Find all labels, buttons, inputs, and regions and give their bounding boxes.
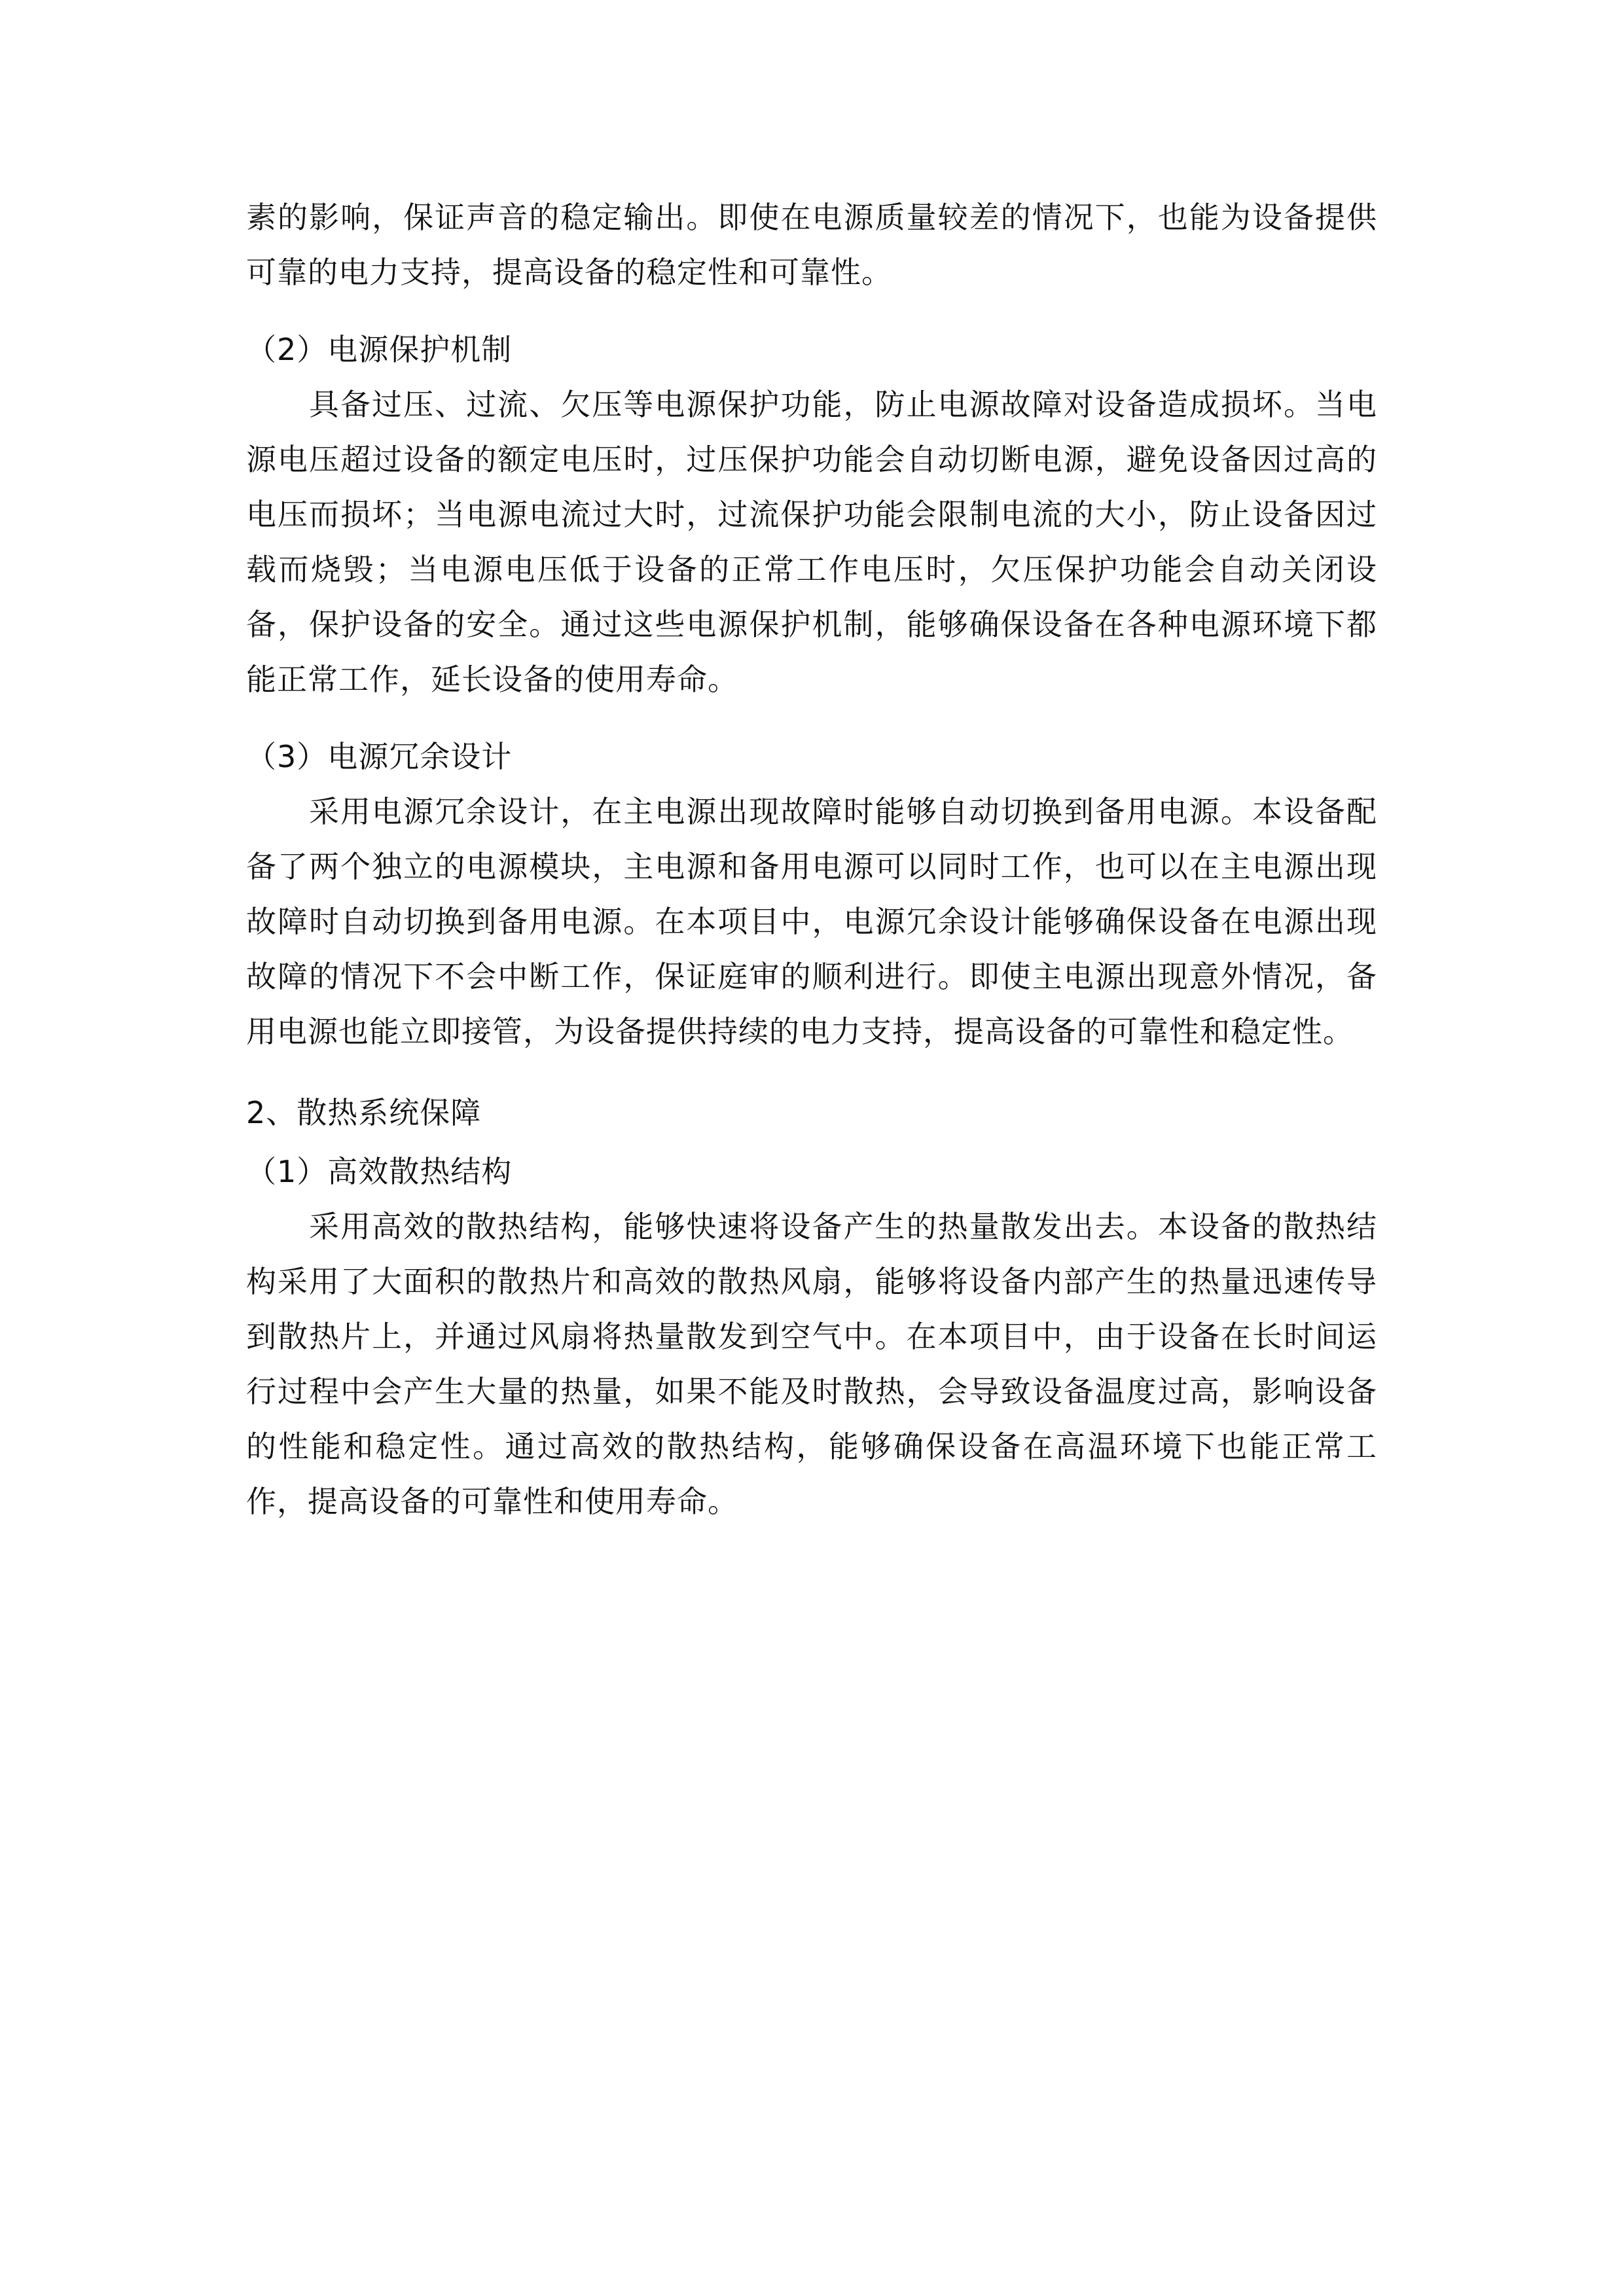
spacer [246, 1059, 1377, 1085]
section-title-heat-dissipation: 2、散热系统保障 [246, 1095, 482, 1130]
subsection-heading-power-redundancy: （3）电源冗余设计 [246, 739, 513, 774]
paragraph-power-redundancy: 采用电源冗余设计，在主电源出现故障时能够自动切换到备用电源。本设备配备了两个独立的电源模块，主电源和备用电源可以同时工作，也可以在主电源出现故障时自动切换到备用电源。在本项目中，电源冗余设计能够确保设备在电源出现故障的情况下不会中断工作，保证庭审的顺利进行。即使主电源出现意外情况，备用电源也能立即接管，为设备提供持续的电力支持，提高设备的可靠性和稳定性。 [246, 794, 1377, 1049]
paragraph-efficient-cooling: 采用高效的散热结构，能够快速将设备产生的热量散发出去。本设备的散热结构采用了大面积的散热片和高效的散热风扇，能够将设备内部产生的热量迅速传导到散热片上，并通过风扇将热量散发到空气中。在本项目中，由于设备在长时间运行过程中会产生大量的热量，如果不能及时散热，会导致设备温度过高，影响设备的性能和稳定性。通过高效的散热结构，能够确保设备在高温环境下也能正常工作，提高设备的可靠性和使用寿命。 [246, 1209, 1377, 1519]
subsection-heading-power-protection: （2）电源保护机制 [246, 332, 513, 367]
paragraph-power-protection: 具备过压、过流、欠压等电源保护功能，防止电源故障对设备造成损坏。当电源电压超过设备的额定电压时，过压保护功能会自动切断电源，避免设备因过高的电压而损坏；当电源电流过大时，过流保护功能会限制电流的大小，防止设备因过载而烧毁；当电源电压低于设备的正常工作电压时，欠压保护功能会自动关闭设备，保护设备的安全。通过这些电源保护机制，能够确保设备在各种电源环境下都能正常工作，延长设备的使用寿命。 [246, 387, 1377, 697]
page-content [246, 190, 1377, 1529]
continuation-paragraph: 素的影响，保证声音的稳定输出。即使在电源质量较差的情况下，也能为设备提供可靠的电力支持，提高设备的稳定性和可靠性。 [246, 200, 1377, 290]
spacer [246, 300, 1377, 322]
subsection-heading-efficient-cooling: （1）高效散热结构 [246, 1154, 513, 1189]
spacer [246, 707, 1377, 729]
